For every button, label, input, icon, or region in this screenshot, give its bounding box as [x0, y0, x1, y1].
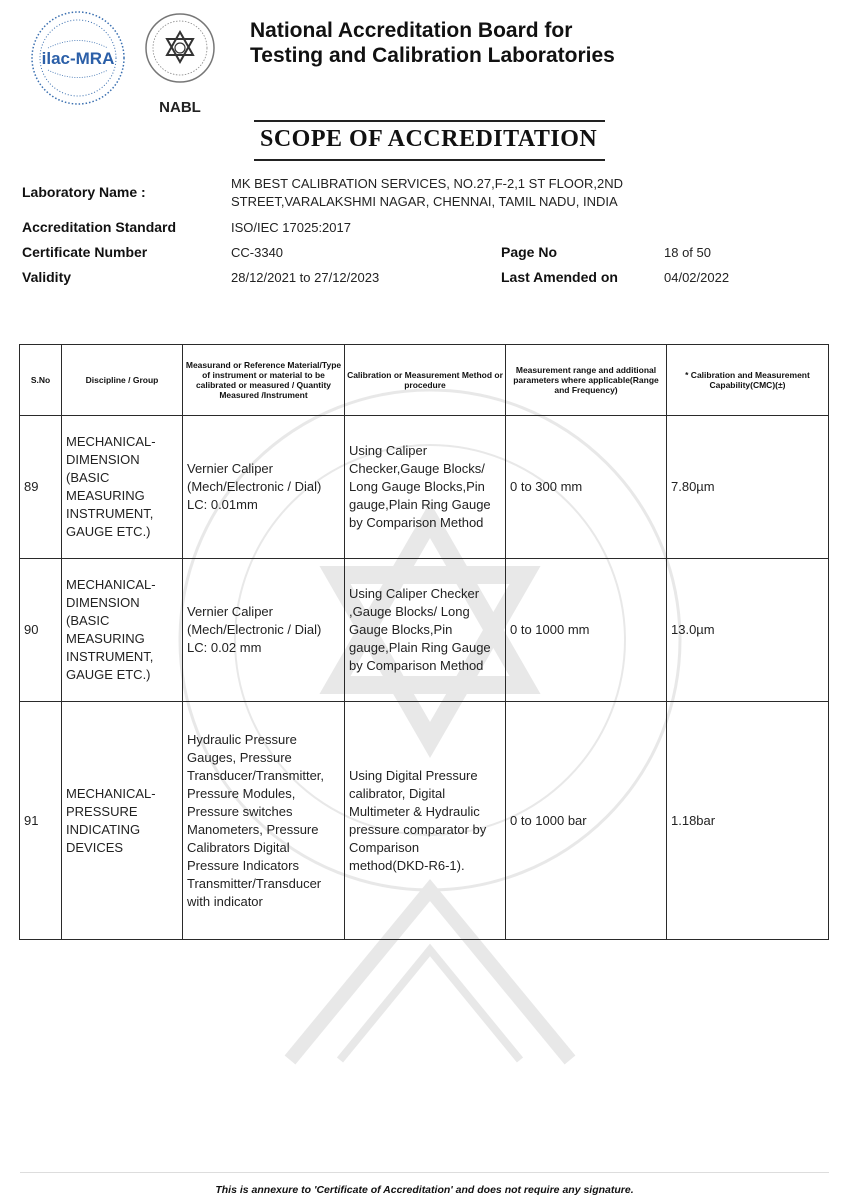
cell-method: Using Digital Pressure calibrator, Digital Multimeter & Hydraulic pressure comparator by Comparison method(DKD-R6-1). [345, 702, 506, 940]
footer-note: This is annexure to 'Certificate of Accreditation' and does not require any signature. [215, 1184, 634, 1196]
cell-cmc: 7.80µm [667, 416, 829, 559]
last-amended-value: 04/02/2022 [664, 270, 730, 285]
lab-name-line1: MK BEST CALIBRATION SERVICES, NO.27,F-2,1 ST FLOOR,2ND [231, 176, 624, 191]
footer-divider [20, 1172, 829, 1173]
cell-measurand: Vernier Caliper (Mech/Electronic / Dial) LC: 0.02 mm [183, 559, 345, 702]
cell-range: 0 to 300 mm [506, 416, 667, 559]
cell-range: 0 to 1000 mm [506, 559, 667, 702]
cell-measurand: Vernier Caliper (Mech/Electronic / Dial) LC: 0.01mm [183, 416, 345, 559]
lab-name-line2: STREET,VARALAKSHMI NAGAR, CHENNAI, TAMIL NADU, INDIA [231, 194, 618, 209]
cell-sno: 91 [20, 702, 62, 940]
last-amended-label: Last Amended on [501, 269, 618, 285]
standard-value: ISO/IEC 17025:2017 [231, 220, 351, 235]
header-discipline: Discipline / Group [62, 345, 183, 416]
validity-value: 28/12/2021 to 27/12/2023 [231, 270, 380, 285]
cell-range: 0 to 1000 bar [506, 702, 667, 940]
nabl-logo-text: NABL [159, 99, 201, 116]
cell-sno: 89 [20, 416, 62, 559]
nabl-logo [142, 8, 218, 118]
ilac-logo-text: ilac-MRA [41, 49, 115, 68]
certificate-label: Certificate Number [22, 244, 148, 260]
header-method: Calibration or Measurement Method or procedure [345, 345, 506, 416]
table-row [20, 702, 829, 940]
header-range: Measurement range and additional parameters where applicable(Range and Frequency) [506, 345, 667, 416]
lab-name-value [231, 175, 623, 211]
header-measurand: Measurand or Reference Material/Type of instrument or material to be calibrated or measured / Quantity Measured /Instrument [183, 345, 345, 416]
cell-method: Using Caliper Checker,Gauge Blocks/ Long Gauge Blocks,Pin gauge,Plain Ring Gauge by Comparison Method [345, 416, 506, 559]
table-header-row [20, 345, 829, 416]
cell-measurand: Hydraulic Pressure Gauges, Pressure Transducer/Transmitter, Pressure Modules, Pressure switches Manometers, Pressure Calibrators Digital Pressure Indicators Transmitter/Transducer with indicator [183, 702, 345, 940]
table-row [20, 559, 829, 702]
cell-discipline: MECHANICAL- DIMENSION (BASIC MEASURING INSTRUMENT, GAUGE ETC.) [62, 559, 183, 702]
lab-name-label: Laboratory Name : [22, 184, 146, 200]
organization-title [250, 18, 770, 68]
cell-discipline: MECHANICAL- DIMENSION (BASIC MEASURING INSTRUMENT, GAUGE ETC.) [62, 416, 183, 559]
cell-method: Using Caliper Checker ,Gauge Blocks/ Long Gauge Blocks,Pin gauge,Plain Ring Gauge by Comparison Method [345, 559, 506, 702]
organization-title-line1: National Accreditation Board for [250, 19, 573, 42]
cell-cmc: 1.18bar [667, 702, 829, 940]
header-cmc: * Calibration and Measurement Capability(CMC)(±) [667, 345, 829, 416]
cell-sno: 90 [20, 559, 62, 702]
page-no-value: 18 of 50 [664, 245, 711, 260]
certificate-value: CC-3340 [231, 245, 284, 260]
organization-title-line2: Testing and Calibration Laboratories [250, 44, 615, 67]
ilac-mra-logo [28, 8, 128, 108]
table-row [20, 416, 829, 559]
standard-label: Accreditation Standard [22, 219, 177, 235]
validity-label: Validity [22, 269, 72, 285]
cell-cmc: 13.0µm [667, 559, 829, 702]
page-no-label: Page No [501, 244, 558, 260]
scope-title: SCOPE OF ACCREDITATION [254, 120, 605, 161]
cell-discipline: MECHANICAL- PRESSURE INDICATING DEVICES [62, 702, 183, 940]
header-sno: S.No [20, 345, 62, 416]
scope-table [19, 344, 829, 940]
